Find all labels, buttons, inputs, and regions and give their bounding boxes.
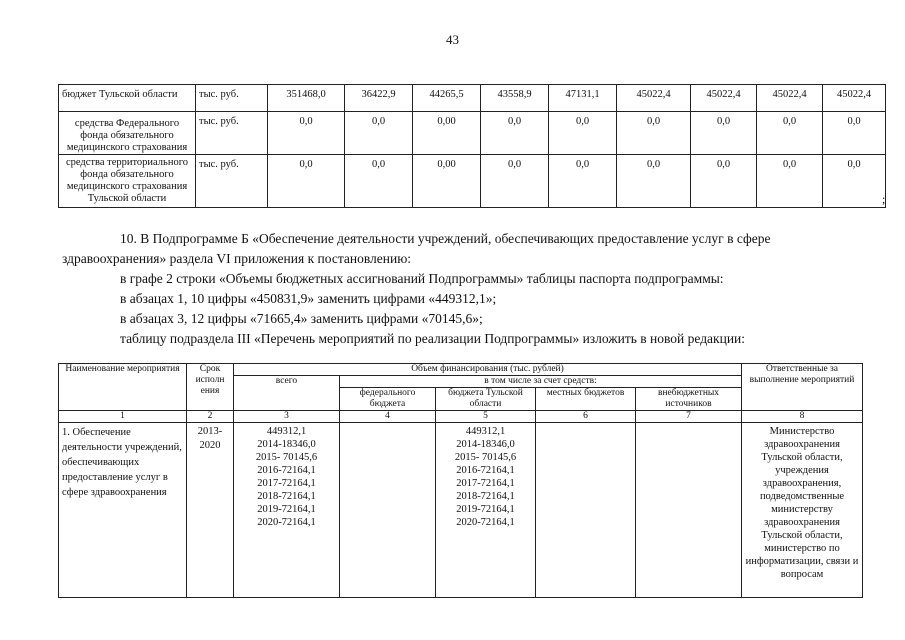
header-local: местных бюджетов [536, 388, 636, 411]
header-total: всего [234, 376, 340, 411]
measures-table [58, 363, 863, 598]
row-label: средства территориального фонда обязательного медицинского страхования Тульской области [59, 155, 196, 208]
cell: 0,0 [823, 155, 886, 208]
list-item: 2020-72164,1 [456, 517, 515, 528]
cell: 0,0 [481, 155, 549, 208]
column-number: 4 [340, 411, 436, 423]
cell: 0,0 [549, 155, 617, 208]
cell: 0,0 [481, 112, 549, 155]
row-label: средства Федерального фонда обязательного медицинского страхования [59, 112, 196, 155]
header-term: Срок исполн ения [187, 364, 234, 411]
table-end-semicolon: ; [882, 192, 886, 206]
cell: 0,00 [413, 112, 481, 155]
header-name: Наименование мероприятия [59, 364, 187, 411]
list-item: 2015- 70145,6 [454, 452, 517, 463]
cell: 45022,4 [617, 85, 691, 112]
list-item: 2018-72164,1 [456, 491, 515, 502]
list-item: 2017-72164,1 [257, 478, 316, 489]
table-row [59, 155, 886, 208]
table-row [59, 85, 886, 112]
cell: 351468,0 [268, 85, 345, 112]
cell: 0,0 [268, 112, 345, 155]
cell: 0,0 [691, 112, 757, 155]
column-number: 7 [636, 411, 742, 423]
total-list [234, 423, 340, 598]
row-unit: тыс. руб. [196, 85, 268, 112]
column-number: 6 [536, 411, 636, 423]
header-including: в том числе за счет средств: [340, 376, 742, 388]
list-item: 2019-72164,1 [257, 504, 316, 515]
cell: 0,00 [413, 155, 481, 208]
cell: 0,0 [757, 155, 823, 208]
row-unit: тыс. руб. [196, 112, 268, 155]
responsible-text: Министерство здравоохранения Тульской области, учреждения здравоохранения, подведомственные министерству здравоохранения Тульской области, министерство по информатизации, связи и вопросам [742, 423, 863, 598]
column-number: 1 [59, 411, 187, 423]
body-line: в абзацах 1, 10 цифры «450831,9» заменить цифрами «449312,1»; [120, 291, 497, 306]
list-item: 449312,1 [465, 426, 506, 437]
cell: 0,0 [823, 112, 886, 155]
body-line: здравоохранения» раздела VI приложения к постановлению: [62, 251, 412, 266]
cell: 0,0 [757, 112, 823, 155]
cell: 45022,4 [691, 85, 757, 112]
table-row [59, 112, 886, 155]
body-line: в графе 2 строки «Объемы бюджетных ассигнований Подпрограммы» таблицы паспорта подпрограммы: [120, 271, 724, 286]
page-number: 43 [446, 32, 459, 47]
table-row [59, 423, 863, 598]
cell: 45022,4 [823, 85, 886, 112]
list-item: 2015- 70145,6 [255, 452, 318, 463]
regional-list [436, 423, 536, 598]
list-item: 449312,1 [266, 426, 307, 437]
cell: 47131,1 [549, 85, 617, 112]
row-unit: тыс. руб. [196, 155, 268, 208]
header-offbudget: внебюджетных источников [636, 388, 742, 411]
column-numbers-row [59, 411, 863, 423]
list-item: 2016-72164,1 [257, 465, 316, 476]
header-federal: федерального бюджета [340, 388, 436, 411]
cell: 0,0 [345, 155, 413, 208]
local-cell [536, 423, 636, 598]
header-responsible: Ответственные за выполнение мероприятий [742, 364, 863, 411]
body-line: таблицу подраздела III «Перечень мероприятий по реализации Подпрограммы» изложить в новой редакции: [120, 331, 746, 346]
list-item: 2014-18346,0 [456, 439, 515, 450]
cell: 43558,9 [481, 85, 549, 112]
column-number: 5 [436, 411, 536, 423]
header-regional: бюджета Тульской области [436, 388, 536, 411]
list-item: 2018-72164,1 [257, 491, 316, 502]
measure-name: 1. Обеспечение деятельности учреждений, обеспечивающих предоставление услуг в сфере здравоохранения [59, 423, 187, 598]
body-line: в абзацах 3, 12 цифры «71665,4» заменить цифрами «70145,6»; [120, 311, 483, 326]
column-number: 8 [742, 411, 863, 423]
cell: 0,0 [617, 155, 691, 208]
federal-cell [340, 423, 436, 598]
cell: 45022,4 [757, 85, 823, 112]
cell: 0,0 [268, 155, 345, 208]
column-number: 3 [234, 411, 340, 423]
cell: 0,0 [691, 155, 757, 208]
cell: 0,0 [549, 112, 617, 155]
list-item: 2014-18346,0 [257, 439, 316, 450]
list-item: 2020-72164,1 [257, 517, 316, 528]
cell: 36422,9 [345, 85, 413, 112]
list-item: 2016-72164,1 [456, 465, 515, 476]
list-item: 2019-72164,1 [456, 504, 515, 515]
row-label: бюджет Тульской области [59, 85, 196, 112]
cell: 0,0 [345, 112, 413, 155]
offbudget-cell [636, 423, 742, 598]
list-item: 2017-72164,1 [456, 478, 515, 489]
funding-table [58, 84, 886, 208]
header-volume: Объем финансирования (тыс. рублей) [234, 364, 742, 376]
body-line: 10. В Подпрограмме Б «Обеспечение деятельности учреждений, обеспечивающих предоставление услуг в сфере [120, 231, 771, 246]
column-number: 2 [187, 411, 234, 423]
cell: 0,0 [617, 112, 691, 155]
measure-term: 2013- 2020 [187, 423, 234, 598]
cell: 44265,5 [413, 85, 481, 112]
